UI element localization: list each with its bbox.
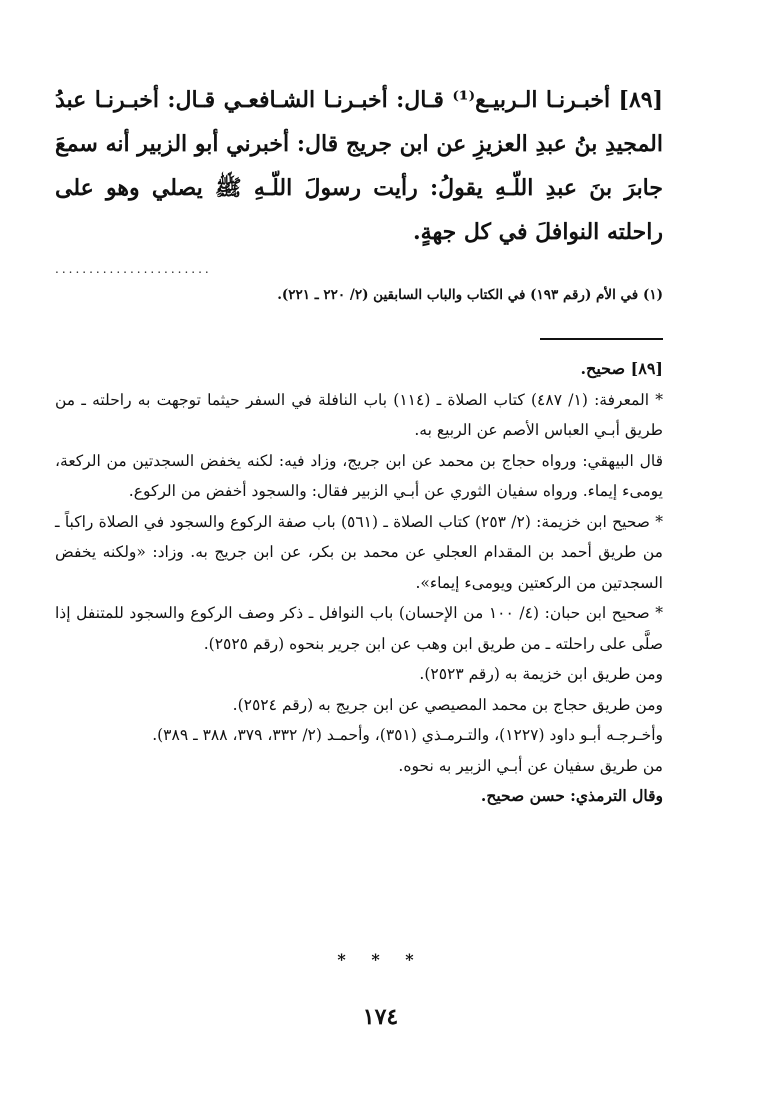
commentary-paragraph: وقال الترمذي: حسن صحيح.: [480, 786, 663, 805]
commentary-paragraph: * صحيح ابن حبان: (٤/ ١٠٠ من الإحسان) باب النوافل ـ ذكر وصف الركوع والسجود للمتنفل إذا صلَّى على راحلته ـ من طريق ابن وهب عن ابن جرير بنحوه (رقم ٢٥٢٥).: [55, 604, 663, 653]
commentary-divider: [540, 338, 663, 340]
hadith-number: [٨٩]: [618, 87, 663, 113]
footnote: (١) في الأم (رقم ١٩٣) في الكتاب والباب السابقين (٢/ ٢٢٠ ـ ٢٢١).: [277, 287, 663, 303]
commentary: [55, 354, 663, 812]
hadith-line-4: النوافلَ في كل جهةٍ.: [412, 219, 600, 245]
page-content: [55, 78, 663, 812]
page-number: ١٧٤: [362, 1004, 399, 1030]
commentary-paragraph: * صحيح ابن خزيمة: (٢/ ٢٥٣) كتاب الصلاة ـ (٥٦١) باب صفة الركوع والسجود في الصلاة راكباً ـ من طريق أحمد بن المقدام العجلي عن محمد بن بكر، عن ابن جريج به. وزاد: «ولكنه يخفض السجدتين من الركعتين ويومىء إيماء».: [55, 512, 663, 592]
commentary-paragraph: ومن طريق ابن خزيمة به (رقم ٢٥٢٣).: [419, 665, 663, 683]
commentary-paragraph: قال البيهقي: ورواه حجاج بن محمد عن ابن جريج، وزاد فيه: لكنه يخفض السجدتين من الركعة، يومىء إيماء. ورواه سفيان الثوري عن أبـي الزبير فقال: والسجود أخفض من الركوع.: [55, 451, 663, 500]
commentary-title: [٨٩] صحيح.: [580, 359, 663, 378]
hadith-line-2: عبدُ المجيدِ بنُ عبدِ العزيزِ عن ابن جريج قال: أخبرني أبو الزبير أنه سمعَ: [55, 87, 663, 157]
footnote-separator: .......................: [55, 262, 212, 276]
hadith-line-1: أخبـرنـا الـربيـع⁽¹⁾ قـال: أخبـرنـا الشـافعـي قـال: أخبـرنـا: [94, 87, 611, 113]
commentary-paragraph: * المعرفة: (١/ ٤٨٧) كتاب الصلاة ـ (١١٤) باب النافلة في السفر حيثما توجهت به راحلته ـ من طريق أبـي العباس الأصم عن الربيع به.: [55, 390, 664, 439]
commentary-paragraph: وأخـرجـه أبـو داود (١٢٢٧)، والتـرمـذي (٣٥١)، وأحمـد (٢/ ٣٣٢، ٣٧٩، ٣٨٨ ـ ٣٨٩).: [152, 726, 663, 744]
section-stars: * * *: [337, 950, 424, 969]
commentary-paragraph: ومن طريق حجاج بن محمد المصيصي عن ابن جريج به (رقم ٢٥٢٤).: [232, 695, 663, 714]
hadith-text: [55, 78, 663, 254]
hadith-line-3: جابرَ بنَ عبدِ اللّـهِ يقولُ: رأيت رسولَ اللّـهِ ﷺ يصلي وهو على راحلته: [55, 175, 663, 245]
commentary-paragraph: من طريق سفيان عن أبـي الزبير به نحوه.: [398, 756, 663, 775]
